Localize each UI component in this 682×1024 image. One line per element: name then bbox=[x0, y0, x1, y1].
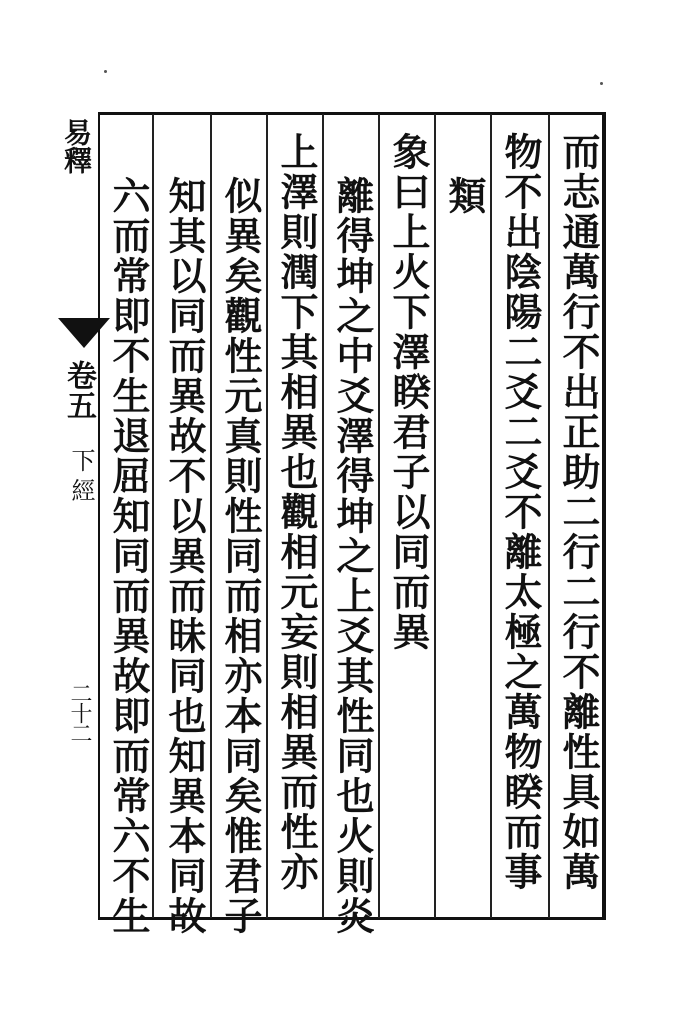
text-column-3: 類 bbox=[442, 176, 487, 216]
paper-speck bbox=[104, 70, 107, 73]
text-column-9: 六而常即不生退屈知同而異故即而常六不生 bbox=[106, 176, 151, 936]
column-rule bbox=[322, 114, 324, 918]
fish-tail-mark bbox=[58, 318, 110, 348]
text-column-6: 上澤則潤下其相異也觀相元妄則相異而性亦 bbox=[274, 132, 319, 892]
frame-left-rule bbox=[98, 112, 100, 920]
text-column-8: 知其以同而異故不以異而昧同也知異本同故 bbox=[162, 176, 207, 936]
section-label: 下經 bbox=[67, 448, 95, 508]
column-rule bbox=[434, 114, 436, 918]
juan-label: 卷五 bbox=[61, 360, 96, 420]
text-column-4: 象曰上火下澤睽君子以同而異 bbox=[386, 132, 431, 652]
column-rule bbox=[490, 114, 492, 918]
column-rule bbox=[266, 114, 268, 918]
text-column-7: 似異矣觀性元真則性同而相亦本同矣惟君子 bbox=[218, 176, 263, 936]
text-column-2: 物不出陰陽二爻二爻不離太極之萬物睽而事 bbox=[498, 132, 543, 892]
column-rule bbox=[378, 114, 380, 918]
book-title: 易釋 bbox=[60, 118, 93, 174]
column-rule bbox=[548, 114, 550, 918]
column-rule bbox=[210, 114, 212, 918]
column-rule bbox=[152, 114, 154, 918]
paper-speck bbox=[600, 82, 603, 85]
text-column-1: 而志通萬行不出正助二行二行不離性具如萬 bbox=[556, 132, 601, 892]
page-number: 二十二 bbox=[67, 682, 92, 742]
text-column-5: 離得坤之中爻澤得坤之上爻其性同也火則炎 bbox=[330, 176, 375, 936]
